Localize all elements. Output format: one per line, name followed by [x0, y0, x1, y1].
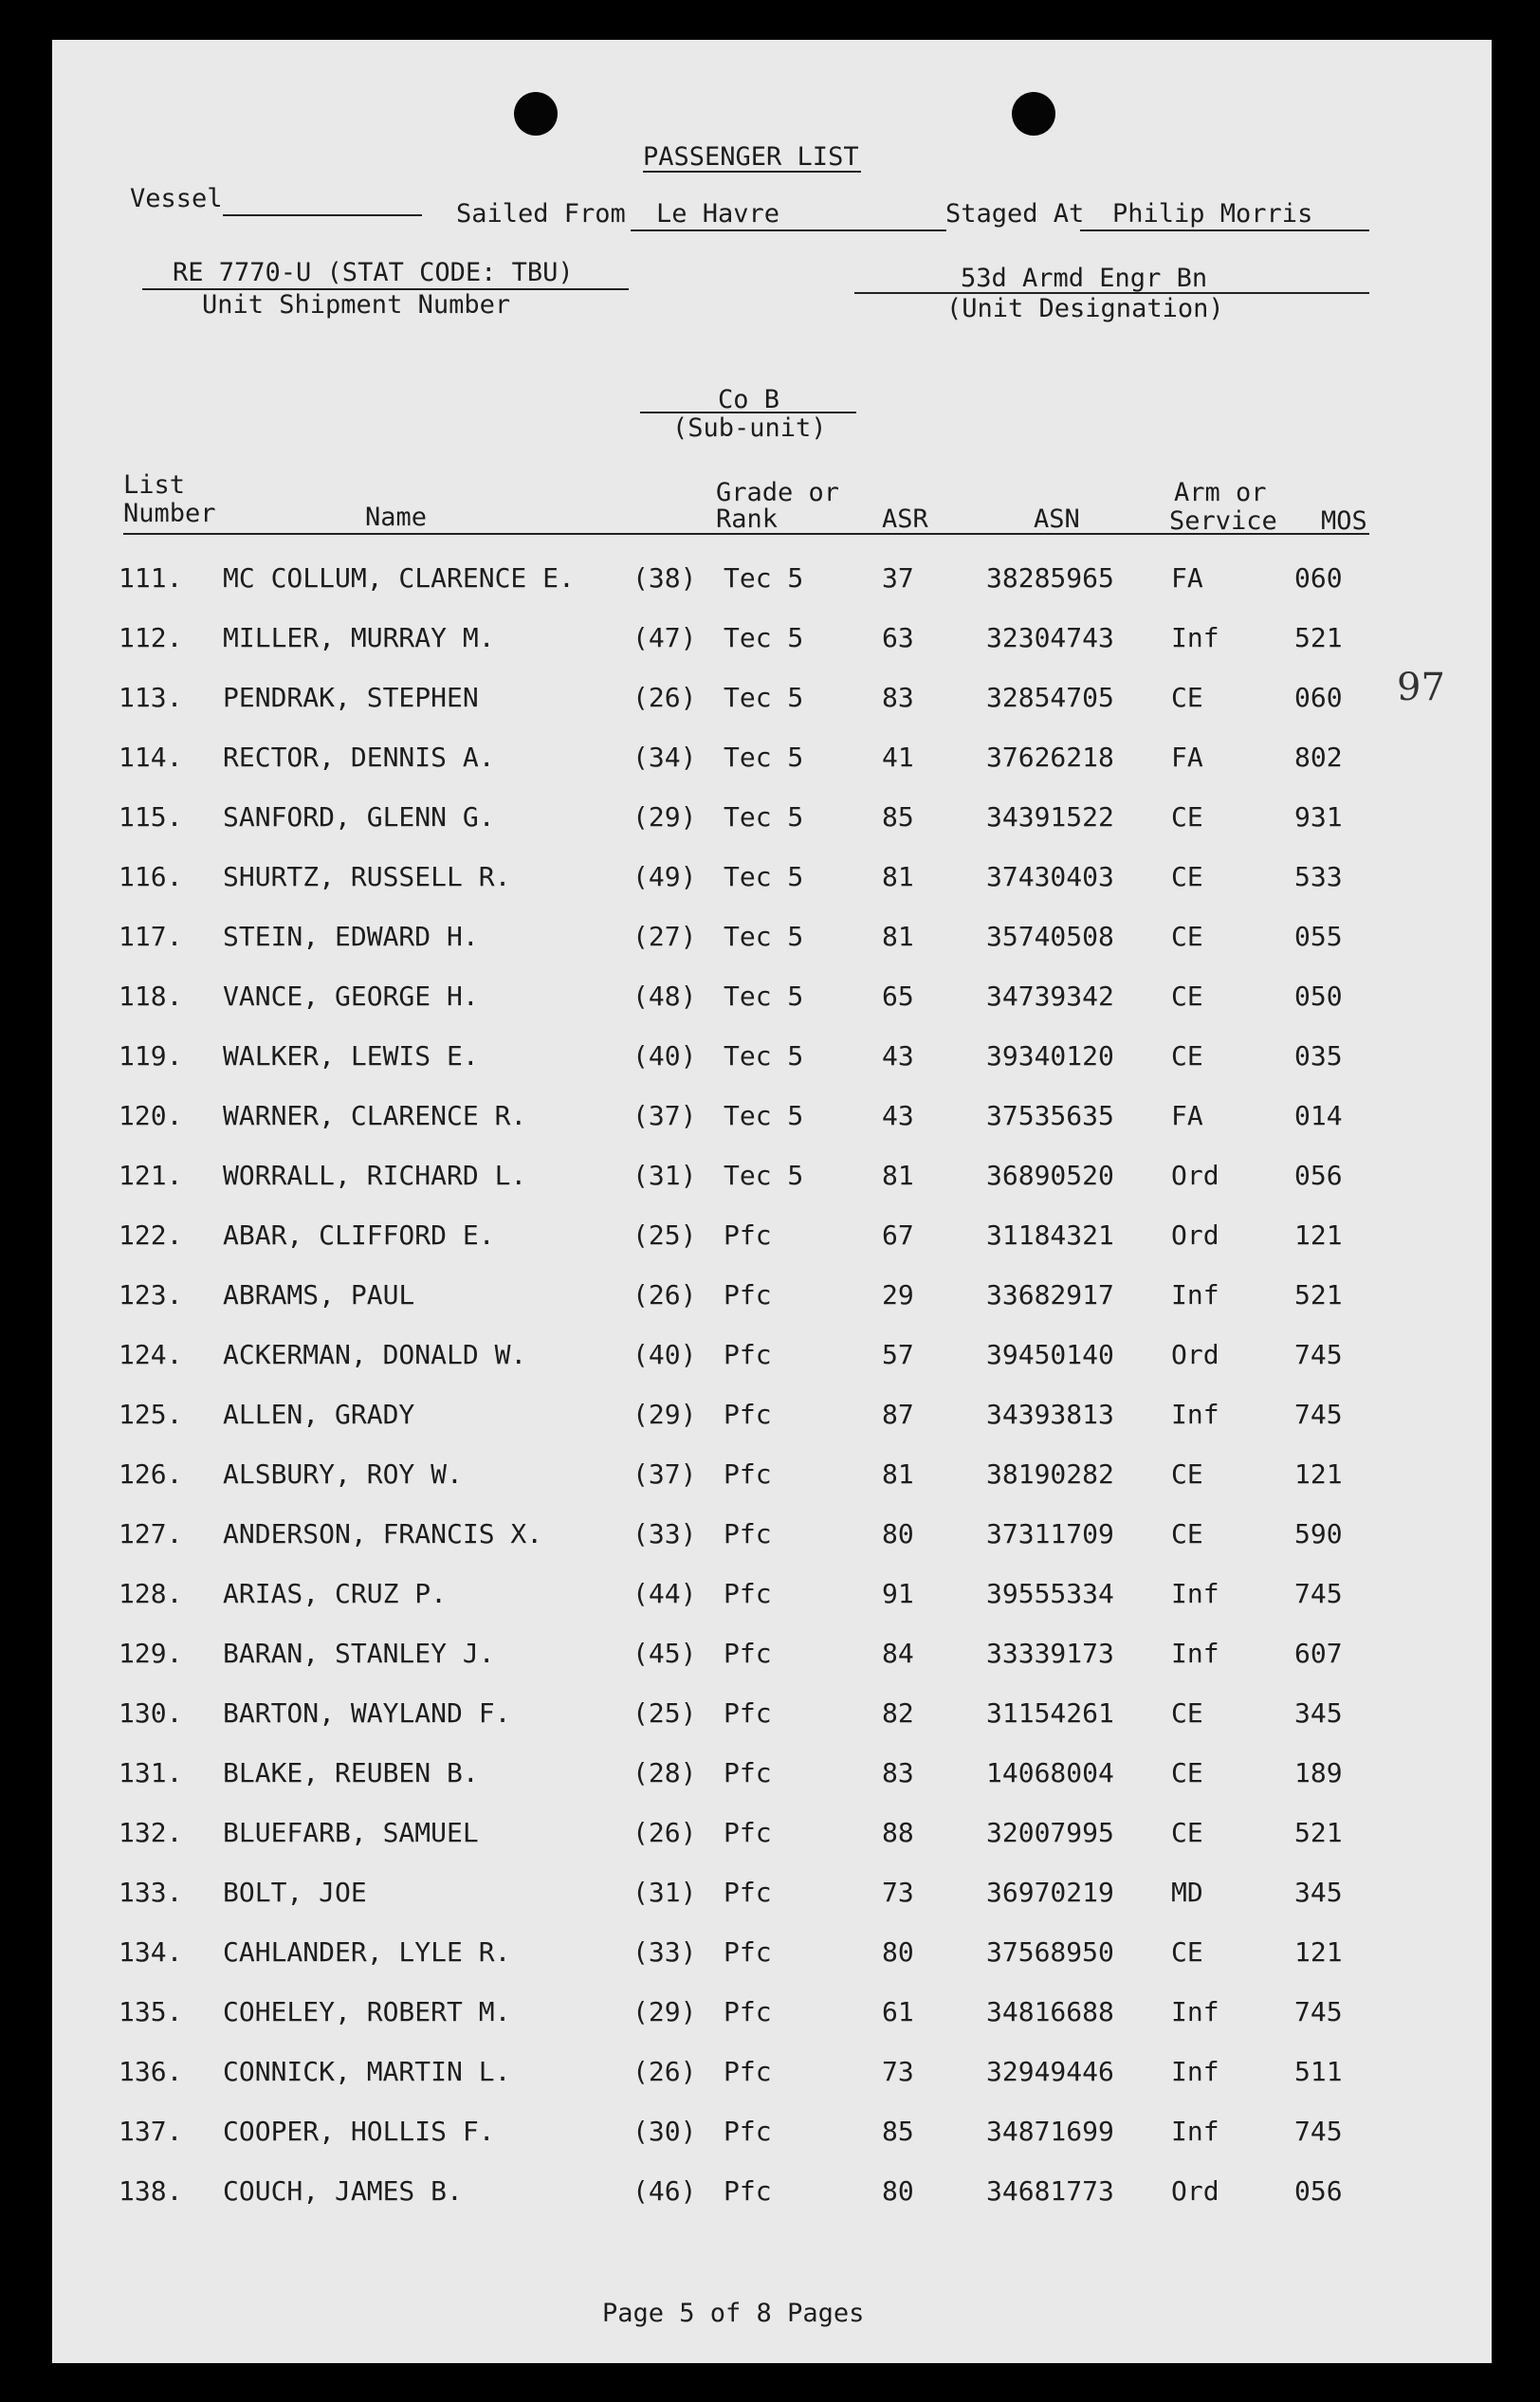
grade: Pfc: [724, 2175, 772, 2207]
table-row: [52, 918, 1492, 956]
passenger-name: BLAKE, REUBEN B.: [223, 1757, 479, 1788]
arm-service: Ord: [1171, 1339, 1219, 1370]
age: (37): [632, 1458, 697, 1490]
asr: 57: [882, 1339, 914, 1370]
age: (34): [632, 742, 697, 773]
asr: 73: [882, 2056, 914, 2087]
grade: Pfc: [724, 1638, 772, 1669]
passenger-name: ANDERSON, FRANCIS X.: [223, 1518, 543, 1549]
grade: Pfc: [724, 1817, 772, 1848]
grade: Pfc: [724, 1936, 772, 1968]
table-row: [52, 1754, 1492, 1792]
age: (38): [632, 562, 697, 594]
list-number: 120.: [119, 1100, 183, 1131]
grade: Tec 5: [724, 1100, 804, 1131]
arm-service: CE: [1171, 921, 1203, 952]
table-row: [52, 978, 1492, 1016]
asr: 81: [882, 1458, 914, 1490]
age: (25): [632, 1697, 697, 1729]
mos: 745: [1294, 1996, 1343, 2027]
grade: Pfc: [724, 1877, 772, 1908]
passenger-name: VANCE, GEORGE H.: [223, 981, 479, 1012]
col-list-number-line2: Number: [123, 499, 216, 528]
list-number: 116.: [119, 861, 183, 892]
arm-service: CE: [1171, 861, 1203, 892]
passenger-name: BOLT, JOE: [223, 1877, 367, 1908]
table-row: [52, 1515, 1492, 1553]
mos: 121: [1294, 1458, 1343, 1490]
age: (25): [632, 1219, 697, 1251]
sub-unit-value: Co B: [718, 385, 780, 414]
mos: 745: [1294, 1399, 1343, 1430]
grade: Tec 5: [724, 1040, 804, 1072]
passenger-name: ABAR, CLIFFORD E.: [223, 1219, 495, 1251]
col-list-number-line1: List: [123, 470, 186, 500]
asr: 37: [882, 562, 914, 594]
table-row: [52, 1396, 1492, 1434]
mos: 050: [1294, 981, 1343, 1012]
table-row: [52, 1874, 1492, 1912]
asn: 32007995: [986, 1817, 1114, 1848]
unit-designation-label: (Unit Designation): [946, 294, 1224, 323]
arm-service: CE: [1171, 1697, 1203, 1729]
list-number: 133.: [119, 1877, 183, 1908]
mos: 745: [1294, 1339, 1343, 1370]
passenger-name: SANFORD, GLENN G.: [223, 801, 495, 833]
table-row: [52, 559, 1492, 597]
arm-service: Inf: [1171, 1279, 1219, 1311]
grade: Pfc: [724, 2056, 772, 2087]
mos: 745: [1294, 2116, 1343, 2147]
mos: 189: [1294, 1757, 1343, 1788]
mos: 345: [1294, 1697, 1343, 1729]
passenger-name: WARNER, CLARENCE R.: [223, 1100, 527, 1131]
mos: 060: [1294, 562, 1343, 594]
mos: 014: [1294, 1100, 1343, 1131]
asn: 33682917: [986, 1279, 1114, 1311]
list-number: 112.: [119, 622, 183, 653]
list-number: 132.: [119, 1817, 183, 1848]
age: (30): [632, 2116, 697, 2147]
mos: 607: [1294, 1638, 1343, 1669]
punch-hole: [514, 92, 558, 136]
arm-service: FA: [1171, 742, 1203, 773]
grade: Tec 5: [724, 622, 804, 653]
asn: 39450140: [986, 1339, 1114, 1370]
passenger-name: STEIN, EDWARD H.: [223, 921, 479, 952]
asn: 39555334: [986, 1578, 1114, 1609]
age: (37): [632, 1100, 697, 1131]
list-number: 124.: [119, 1339, 183, 1370]
asn: 32949446: [986, 2056, 1114, 2087]
header-rule: [123, 533, 1369, 535]
list-number: 125.: [119, 1399, 183, 1430]
passenger-name: CONNICK, MARTIN L.: [223, 2056, 511, 2087]
arm-service: CE: [1171, 1936, 1203, 1968]
passenger-name: ARIAS, CRUZ P.: [223, 1578, 448, 1609]
asr: 81: [882, 1160, 914, 1191]
asr: 80: [882, 1518, 914, 1549]
age: (46): [632, 2175, 697, 2207]
shipment-number-label: Unit Shipment Number: [202, 290, 511, 320]
grade: Tec 5: [724, 682, 804, 713]
mos: 055: [1294, 921, 1343, 952]
mos: 590: [1294, 1518, 1343, 1549]
list-number: 115.: [119, 801, 183, 833]
asr: 63: [882, 622, 914, 653]
vessel-underline: [223, 214, 422, 216]
asn: 37311709: [986, 1518, 1114, 1549]
arm-service: Inf: [1171, 1996, 1219, 2027]
grade: Tec 5: [724, 562, 804, 594]
arm-service: CE: [1171, 1458, 1203, 1490]
table-row: [52, 619, 1492, 657]
passenger-name: MC COLLUM, CLARENCE E.: [223, 562, 575, 594]
shipment-number-value: RE 7770-U (STAT CODE: TBU): [173, 258, 574, 287]
col-arm-line1: Arm or: [1174, 478, 1267, 507]
table-row: [52, 1814, 1492, 1852]
asr: 85: [882, 2116, 914, 2147]
list-number: 122.: [119, 1219, 183, 1251]
mos: 035: [1294, 1040, 1343, 1072]
list-number: 114.: [119, 742, 183, 773]
table-row: [52, 1695, 1492, 1733]
arm-service: CE: [1171, 801, 1203, 833]
age: (31): [632, 1160, 697, 1191]
table-row: [52, 1993, 1492, 2031]
list-number: 135.: [119, 1996, 183, 2027]
asr: 41: [882, 742, 914, 773]
asn: 34681773: [986, 2175, 1114, 2207]
list-number: 131.: [119, 1757, 183, 1788]
col-grade-line2: Rank: [716, 504, 779, 534]
mos: 521: [1294, 622, 1343, 653]
list-number: 127.: [119, 1518, 183, 1549]
asn: 34816688: [986, 1996, 1114, 2027]
grade: Pfc: [724, 1399, 772, 1430]
passenger-name: COHELEY, ROBERT M.: [223, 1996, 511, 2027]
asr: 80: [882, 1936, 914, 1968]
arm-service: FA: [1171, 562, 1203, 594]
arm-service: Inf: [1171, 1578, 1219, 1609]
table-row: [52, 1336, 1492, 1374]
asn: 14068004: [986, 1757, 1114, 1788]
table-row: [52, 1635, 1492, 1673]
asn: 37626218: [986, 742, 1114, 773]
grade: Pfc: [724, 1578, 772, 1609]
col-arm-line2: Service: [1169, 506, 1277, 536]
arm-service: Inf: [1171, 622, 1219, 653]
asr: 61: [882, 1996, 914, 2027]
col-asr: ASR: [882, 504, 928, 534]
asr: 82: [882, 1697, 914, 1729]
arm-service: CE: [1171, 682, 1203, 713]
age: (40): [632, 1339, 697, 1370]
passenger-name: ABRAMS, PAUL: [223, 1279, 415, 1311]
title-underline: [643, 171, 861, 173]
mos: 533: [1294, 861, 1343, 892]
list-number: 134.: [119, 1936, 183, 1968]
table-row: [52, 1456, 1492, 1494]
age: (44): [632, 1578, 697, 1609]
age: (29): [632, 1399, 697, 1430]
table-row: [52, 2053, 1492, 2091]
list-number: 119.: [119, 1040, 183, 1072]
list-number: 137.: [119, 2116, 183, 2147]
arm-service: CE: [1171, 981, 1203, 1012]
sailed-from-value: Le Havre: [656, 199, 780, 229]
table-row: [52, 798, 1492, 836]
arm-service: CE: [1171, 1757, 1203, 1788]
sailed-from-label: Sailed From: [456, 199, 626, 229]
vessel-label: Vessel: [130, 184, 223, 213]
table-row: [52, 2173, 1492, 2210]
list-number: 126.: [119, 1458, 183, 1490]
document-page: [52, 40, 1492, 2363]
list-number: 121.: [119, 1160, 183, 1191]
passenger-name: WORRALL, RICHARD L.: [223, 1160, 527, 1191]
mos: 521: [1294, 1817, 1343, 1848]
passenger-name: BLUEFARB, SAMUEL: [223, 1817, 479, 1848]
col-asn: ASN: [1034, 504, 1080, 534]
asr: 80: [882, 2175, 914, 2207]
passenger-name: CAHLANDER, LYLE R.: [223, 1936, 511, 1968]
arm-service: CE: [1171, 1040, 1203, 1072]
arm-service: Inf: [1171, 2116, 1219, 2147]
age: (31): [632, 1877, 697, 1908]
mos: 060: [1294, 682, 1343, 713]
asr: 88: [882, 1817, 914, 1848]
passenger-name: SHURTZ, RUSSELL R.: [223, 861, 511, 892]
list-number: 117.: [119, 921, 183, 952]
table-row: [52, 1217, 1492, 1255]
staged-at-label: Staged At: [945, 199, 1085, 229]
age: (26): [632, 1279, 697, 1311]
grade: Tec 5: [724, 921, 804, 952]
grade: Pfc: [724, 1458, 772, 1490]
grade: Pfc: [724, 1219, 772, 1251]
list-number: 118.: [119, 981, 183, 1012]
mos: 931: [1294, 801, 1343, 833]
arm-service: CE: [1171, 1817, 1203, 1848]
passenger-name: RECTOR, DENNIS A.: [223, 742, 495, 773]
passenger-name: PENDRAK, STEPHEN: [223, 682, 479, 713]
table-row: [52, 1037, 1492, 1075]
list-number: 136.: [119, 2056, 183, 2087]
age: (48): [632, 981, 697, 1012]
grade: Pfc: [724, 1279, 772, 1311]
asn: 39340120: [986, 1040, 1114, 1072]
list-number: 113.: [119, 682, 183, 713]
asr: 84: [882, 1638, 914, 1669]
mos: 056: [1294, 2175, 1343, 2207]
grade: Pfc: [724, 1996, 772, 2027]
table-row: [52, 739, 1492, 777]
col-mos: MOS: [1321, 506, 1367, 536]
asn: 38285965: [986, 562, 1114, 594]
asn: 37535635: [986, 1100, 1114, 1131]
mos: 121: [1294, 1936, 1343, 1968]
asn: 33339173: [986, 1638, 1114, 1669]
age: (29): [632, 1996, 697, 2027]
arm-service: Inf: [1171, 2056, 1219, 2087]
grade: Pfc: [724, 1757, 772, 1788]
list-number: 111.: [119, 562, 183, 594]
mos: 511: [1294, 2056, 1343, 2087]
asn: 32854705: [986, 682, 1114, 713]
page-title: PASSENGER LIST: [643, 142, 859, 172]
asr: 83: [882, 682, 914, 713]
asn: 31184321: [986, 1219, 1114, 1251]
age: (47): [632, 622, 697, 653]
table-row: [52, 1934, 1492, 1971]
asn: 32304743: [986, 622, 1114, 653]
mos: 802: [1294, 742, 1343, 773]
arm-service: Inf: [1171, 1638, 1219, 1669]
col-name: Name: [365, 503, 428, 532]
age: (40): [632, 1040, 697, 1072]
passenger-name: COUCH, JAMES B.: [223, 2175, 463, 2207]
table-row: [52, 1097, 1492, 1135]
grade: Pfc: [724, 1697, 772, 1729]
asn: 34871699: [986, 2116, 1114, 2147]
passenger-name: ACKERMAN, DONALD W.: [223, 1339, 527, 1370]
asr: 83: [882, 1757, 914, 1788]
staged-at-underline: [1080, 229, 1369, 231]
grade: Pfc: [724, 1339, 772, 1370]
passenger-name: WALKER, LEWIS E.: [223, 1040, 479, 1072]
passenger-name: ALSBURY, ROY W.: [223, 1458, 463, 1490]
asr: 67: [882, 1219, 914, 1251]
arm-service: Ord: [1171, 2175, 1219, 2207]
asn: 38190282: [986, 1458, 1114, 1490]
asr: 43: [882, 1040, 914, 1072]
age: (45): [632, 1638, 697, 1669]
grade: Pfc: [724, 2116, 772, 2147]
grade: Tec 5: [724, 861, 804, 892]
age: (26): [632, 2056, 697, 2087]
age: (49): [632, 861, 697, 892]
asr: 85: [882, 801, 914, 833]
sailed-from-underline: [631, 229, 946, 231]
col-grade-line1: Grade or: [716, 478, 840, 507]
table-row: [52, 679, 1492, 717]
asn: 37568950: [986, 1936, 1114, 1968]
age: (29): [632, 801, 697, 833]
passenger-name: ALLEN, GRADY: [223, 1399, 415, 1430]
asr: 65: [882, 981, 914, 1012]
mos: 121: [1294, 1219, 1343, 1251]
grade: Tec 5: [724, 981, 804, 1012]
table-row: [52, 2113, 1492, 2151]
grade: Tec 5: [724, 1160, 804, 1191]
table-row: [52, 858, 1492, 896]
passenger-name: BARAN, STANLEY J.: [223, 1638, 495, 1669]
grade: Pfc: [724, 1518, 772, 1549]
list-number: 129.: [119, 1638, 183, 1669]
asn: 34393813: [986, 1399, 1114, 1430]
asr: 29: [882, 1279, 914, 1311]
asr: 87: [882, 1399, 914, 1430]
staged-at-value: Philip Morris: [1112, 199, 1313, 229]
arm-service: MD: [1171, 1877, 1203, 1908]
page-footer: Page 5 of 8 Pages: [602, 2299, 865, 2328]
age: (26): [632, 682, 697, 713]
asn: 36890520: [986, 1160, 1114, 1191]
arm-service: Ord: [1171, 1160, 1219, 1191]
asn: 31154261: [986, 1697, 1114, 1729]
mos: 345: [1294, 1877, 1343, 1908]
passenger-name: COOPER, HOLLIS F.: [223, 2116, 495, 2147]
age: (26): [632, 1817, 697, 1848]
asr: 73: [882, 1877, 914, 1908]
list-number: 123.: [119, 1279, 183, 1311]
handwritten-page-number: 97: [1397, 666, 1445, 709]
sub-unit-label: (Sub-unit): [672, 413, 827, 443]
table-row: [52, 1276, 1492, 1314]
list-number: 128.: [119, 1578, 183, 1609]
asr: 81: [882, 861, 914, 892]
arm-service: Inf: [1171, 1399, 1219, 1430]
punch-hole: [1012, 92, 1055, 136]
asr: 81: [882, 921, 914, 952]
arm-service: CE: [1171, 1518, 1203, 1549]
mos: 745: [1294, 1578, 1343, 1609]
asr: 91: [882, 1578, 914, 1609]
age: (33): [632, 1936, 697, 1968]
list-number: 138.: [119, 2175, 183, 2207]
asn: 37430403: [986, 861, 1114, 892]
arm-service: Ord: [1171, 1219, 1219, 1251]
unit-designation-value: 53d Armd Engr Bn: [961, 264, 1208, 293]
asn: 34739342: [986, 981, 1114, 1012]
age: (28): [632, 1757, 697, 1788]
grade: Tec 5: [724, 742, 804, 773]
arm-service: FA: [1171, 1100, 1203, 1131]
asn: 34391522: [986, 801, 1114, 833]
age: (33): [632, 1518, 697, 1549]
passenger-name: MILLER, MURRAY M.: [223, 622, 495, 653]
passenger-name: BARTON, WAYLAND F.: [223, 1697, 511, 1729]
asn: 36970219: [986, 1877, 1114, 1908]
mos: 521: [1294, 1279, 1343, 1311]
table-row: [52, 1575, 1492, 1613]
grade: Tec 5: [724, 801, 804, 833]
list-number: 130.: [119, 1697, 183, 1729]
table-row: [52, 1157, 1492, 1195]
asr: 43: [882, 1100, 914, 1131]
mos: 056: [1294, 1160, 1343, 1191]
asn: 35740508: [986, 921, 1114, 952]
age: (27): [632, 921, 697, 952]
